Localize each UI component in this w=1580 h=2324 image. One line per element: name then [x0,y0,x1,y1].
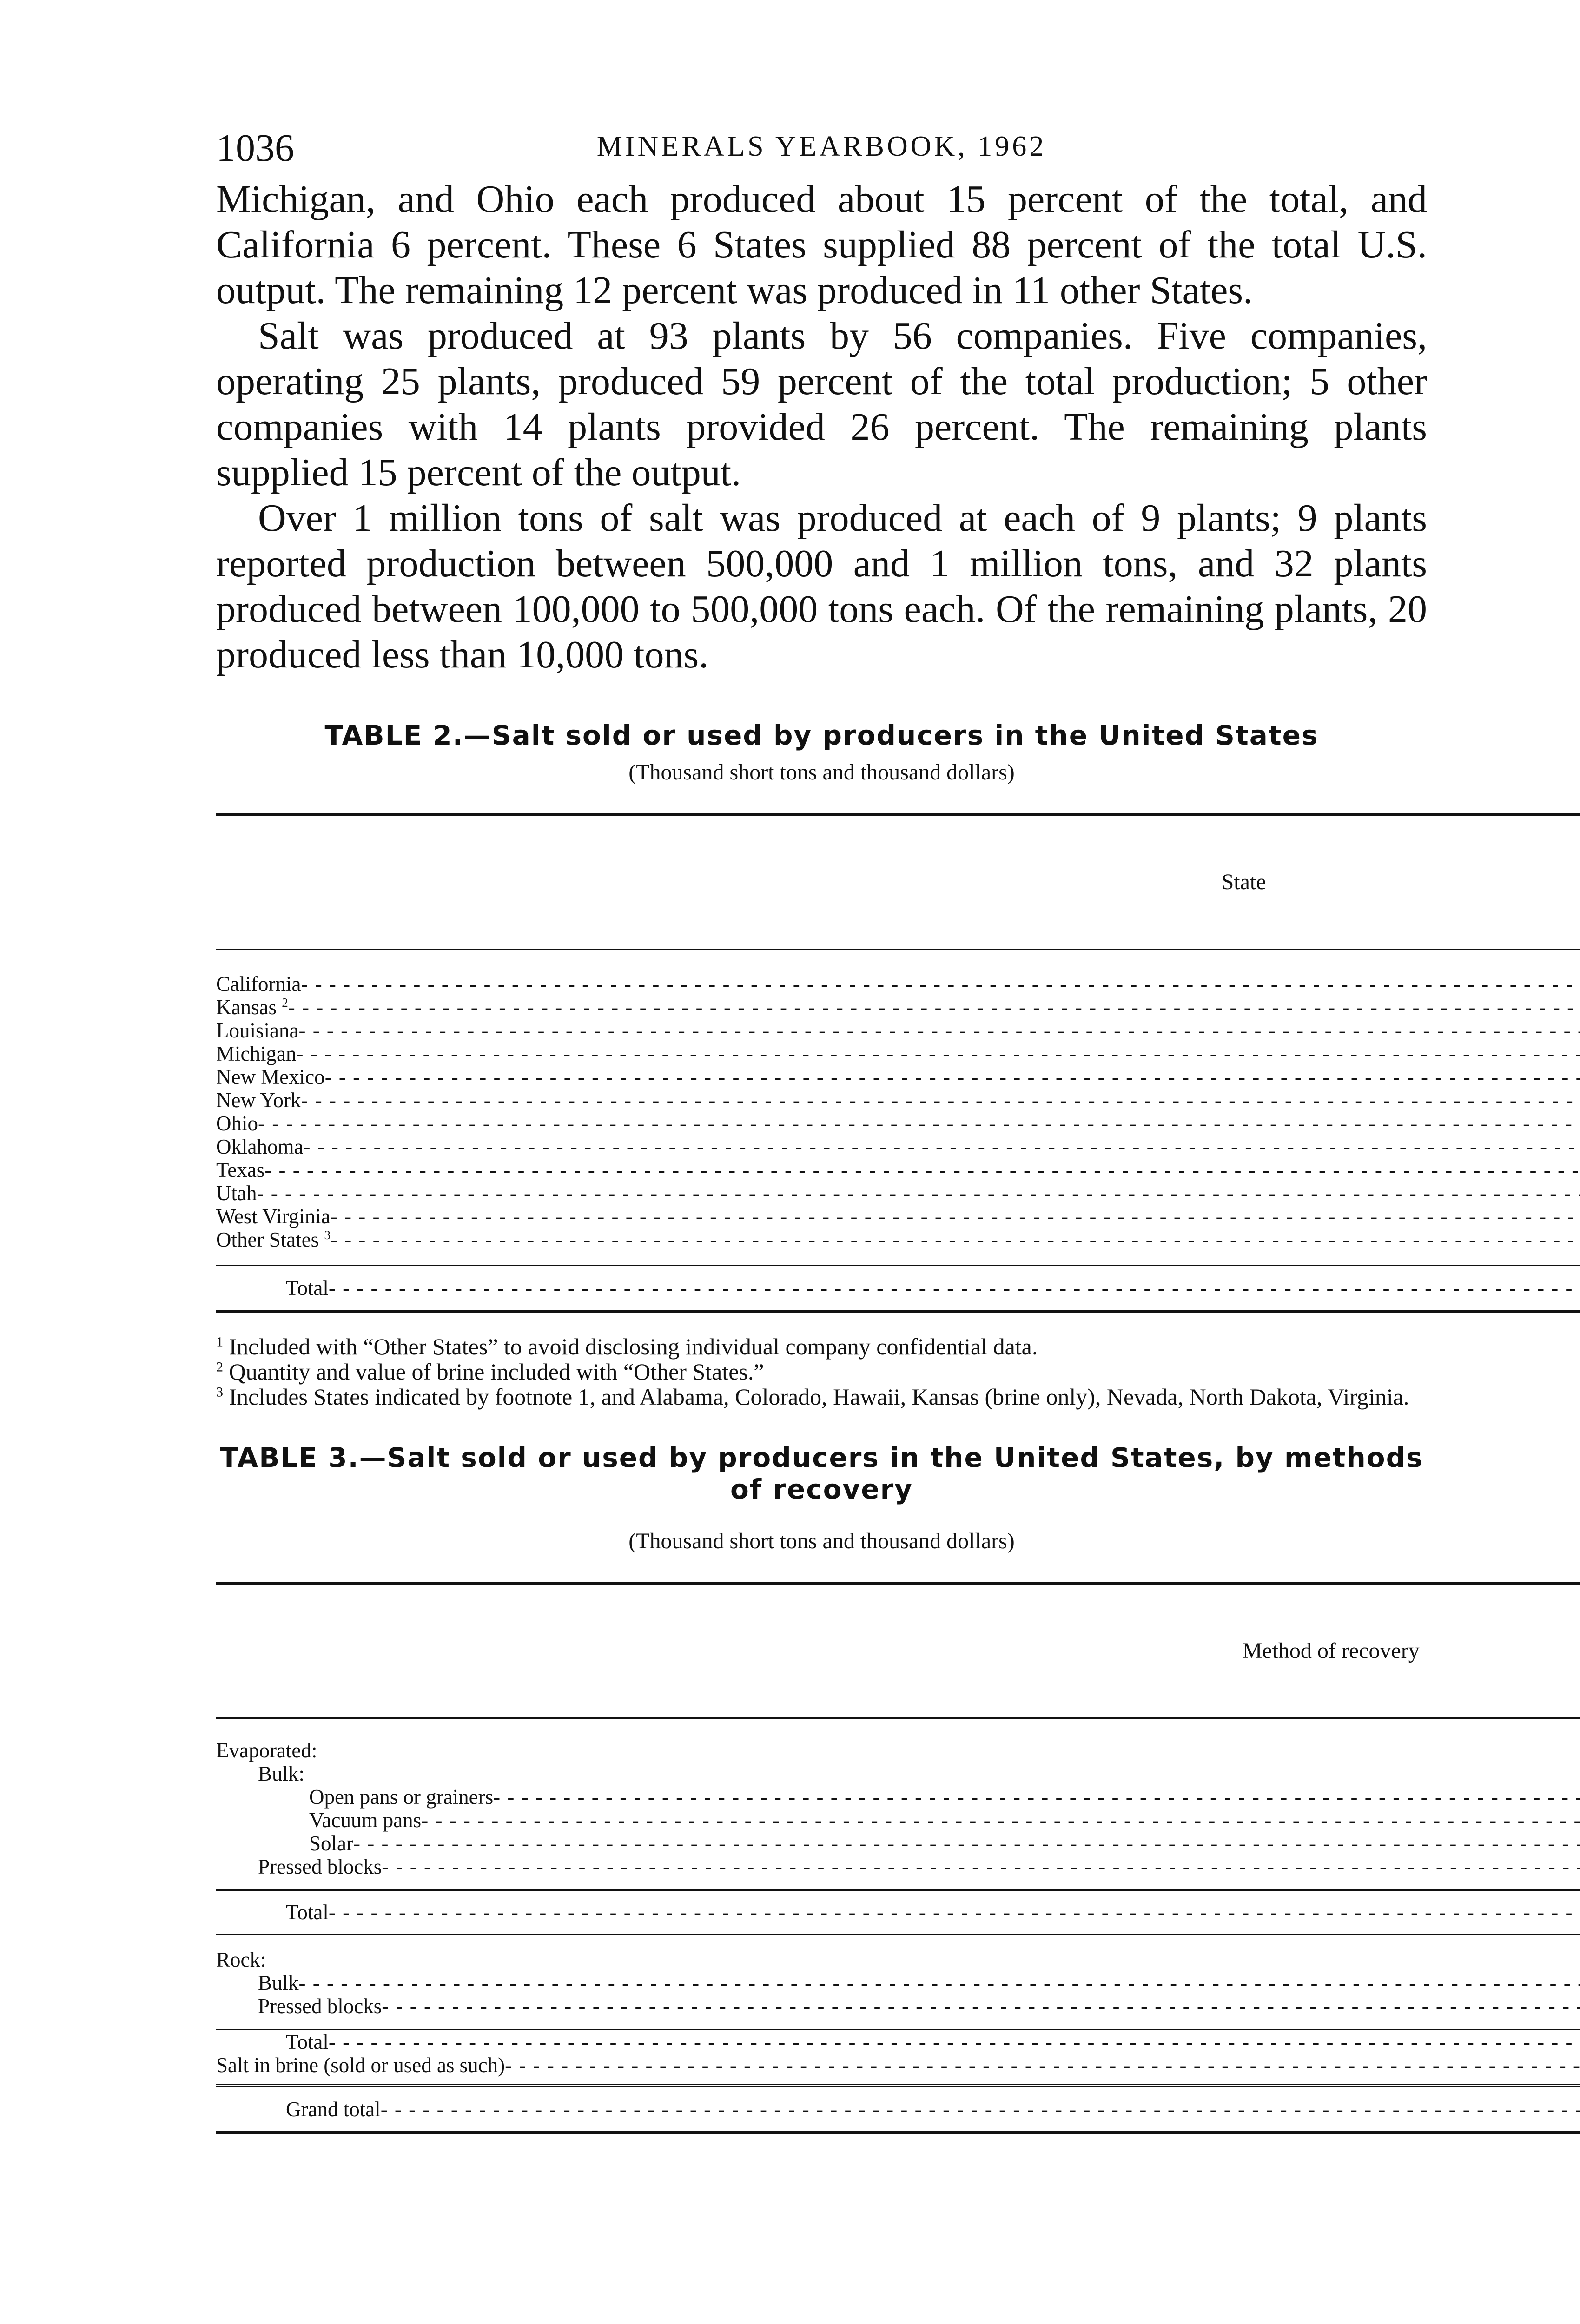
table-row-subtotal [216,2029,1580,2053]
table3-block [216,1442,1427,2134]
footnote-marker: 3 [324,1228,331,1242]
footnote: $^3$ Includes States indicated by footnote 1, and Alabama, Colorado, Hawaii, Kansas (brine only), Nevada, North Dakota, Virginia. [216,1384,1409,1410]
row-label: Bulk [258,1971,299,1994]
table-row [216,1809,1580,1832]
table2 [216,813,1580,1313]
table2-title: TABLE 2.—Salt sold or used by producers in the United States [324,720,1319,751]
footnote: $^2$ Quantity and value of brine included with “Other States.” [216,1359,764,1385]
table-row [216,1112,1580,1135]
table-row [216,1019,1580,1042]
table-row-total [216,1265,1580,1312]
row-label: Bulk: [258,1762,305,1785]
paragraph: Michigan, and Ohio each produced about 15 percent of the total, and California 6 percent. These 6 States supplied 88 percent of the total U.S. output. The remaining 12 percent was produced in 11 other States. [216,178,1427,312]
row-label: Pressed blocks [258,1855,382,1878]
page [216,112,1427,2134]
running-head: MINERALS YEARBOOK, 1962 [596,131,1047,162]
table-row [216,1739,1580,1762]
row-label: West Virginia [216,1205,331,1228]
table-row [216,1205,1580,1228]
paragraph: Over 1 million tons of salt was produced at each of 9 plants; 9 plants reported production between 500,000 and 1 million tons, and 32 plants produced between 100,000 to 500,000 tons each. Of the remaining plants, 20 produced less than 10,000 tons. [216,496,1427,676]
page-number: 1036 [216,126,294,170]
table-row [216,996,1580,1019]
table-row [216,1042,1580,1065]
table-row [216,972,1580,996]
footnote: $^1$ Included with “Other States” to avoid disclosing individual company confidential data. [216,1334,1038,1360]
row-label: Kansas [216,996,277,1019]
table3-subtitle: (Thousand short tons and thousand dollars) [628,1529,1015,1553]
page-header [216,112,1427,177]
row-label: Open pans or grainers [309,1785,494,1809]
row-label: Salt in brine (sold or used as such) [216,2053,505,2077]
row-label: California [216,972,301,996]
row-label: Solar [309,1832,353,1855]
body-text [216,177,1427,678]
row-label: Pressed blocks [258,1994,382,2018]
table-row [216,1971,1580,1994]
table-row [216,1832,1580,1855]
table-row [216,1948,1580,1971]
footnote-marker: 2 [282,996,288,1010]
table-row [216,1158,1580,1182]
row-label: Ohio [216,1112,258,1135]
table-row [216,1135,1580,1158]
row-label: New Mexico [216,1065,325,1089]
table-row [216,1785,1580,1809]
row-label: Total [286,1900,329,1924]
paragraph: Salt was produced at 93 plants by 56 companies. Five companies, operating 25 plants, produced 59 percent of the total production; 5 other companies with 14 plants provided 26 percent. The remaining plants supplied 15 percent of the output. [216,314,1427,494]
row-label: New York [216,1089,301,1112]
table-row [216,1994,1580,2018]
row-label: Evaporated: [216,1739,317,1762]
table2-footnotes [216,1334,1427,1409]
table2-stub-header: State [1221,869,1266,894]
table3-title: TABLE 3.—Salt sold or used by producers in the United States, by methods of recovery [220,1442,1423,1505]
table3 [216,1582,1580,2134]
table-row-grand-total [216,2086,1580,2133]
row-label: Rock: [216,1948,266,1971]
table2-subtitle: (Thousand short tons and thousand dollars) [628,760,1015,785]
row-label: Michigan [216,1042,297,1065]
row-label: Other States [216,1228,319,1251]
table-row-subtotal [216,1890,1580,1934]
table-row [216,1762,1580,1785]
row-label: Oklahoma [216,1135,304,1158]
table-row [216,1089,1580,1112]
table3-stub-header: Method of recovery [1242,1638,1420,1663]
row-label: Grand total [286,2097,381,2121]
row-label: Total [286,2030,329,2053]
row-label: Vacuum pans [309,1809,422,1832]
table2-block [216,720,1427,1409]
row-label: Texas [216,1158,265,1182]
row-label: Utah [216,1182,257,1205]
table-row [216,1065,1580,1089]
row-label: Louisiana [216,1019,299,1042]
table-row [216,1182,1580,1205]
table-row [216,1855,1580,1878]
row-label: Total [286,1276,329,1300]
table-row [216,2053,1580,2077]
table-row [216,1228,1580,1251]
